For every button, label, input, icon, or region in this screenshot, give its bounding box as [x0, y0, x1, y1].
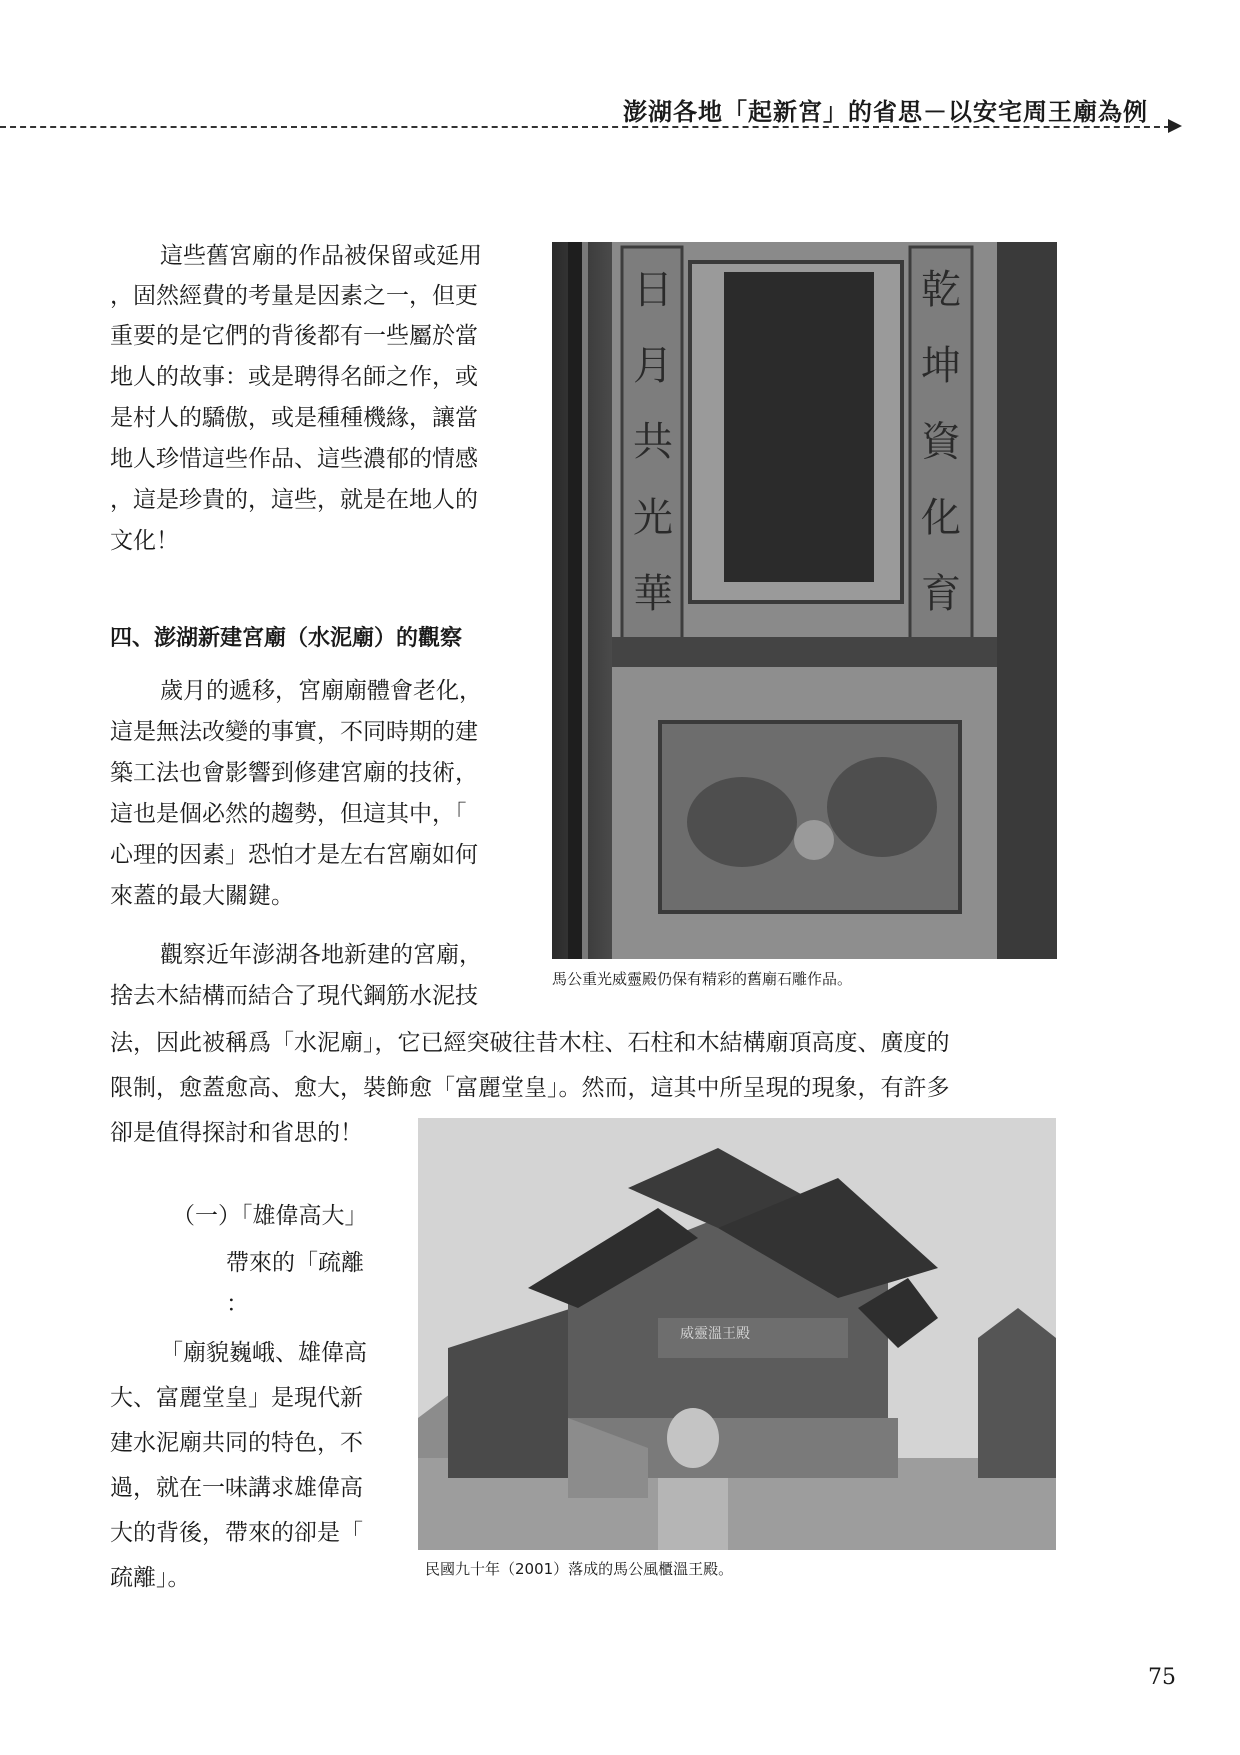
- text-line: 觀察近年澎湖各地新建的宮廟，: [160, 942, 482, 968]
- text-line: 法，因此被稱爲「水泥廟」，它已經突破往昔木柱、石柱和木結構廟頂高度、廣度的: [110, 1030, 950, 1056]
- couplet-char: 華: [633, 571, 673, 617]
- text-line: 「廟貌巍峨、雄偉高: [160, 1340, 367, 1366]
- text-line: ，這是珍貴的，這些，就是在地人的: [110, 487, 478, 513]
- text-line: 文化！: [110, 528, 179, 554]
- couplet-char: 坤: [921, 343, 961, 389]
- text-line: 疏離」。: [110, 1565, 191, 1591]
- text-line: 捨去木結構而結合了現代鋼筋水泥技: [110, 983, 478, 1009]
- pillar-couplet-left: [624, 252, 682, 632]
- section-heading: 四、澎湖新建宮廟（水泥廟）的觀察: [110, 626, 463, 651]
- subsection-title-line: 帶來的「疏離: [226, 1250, 364, 1276]
- temple-photo: [418, 1118, 1056, 1550]
- text-line: 重要的是它們的背後都有一些屬於當: [110, 323, 478, 349]
- page-number: 75: [1148, 1665, 1176, 1690]
- text-line: 這是無法改變的事實，不同時期的建: [110, 719, 478, 745]
- subsection-title-line: （一）「雄偉高大」: [172, 1203, 368, 1229]
- couplet-char: 乾: [921, 267, 961, 313]
- photo2-caption: 民國九十年（2001）落成的馬公風櫃溫王殿。: [425, 1560, 734, 1578]
- temple-plaque: 威靈溫王殿: [680, 1326, 750, 1342]
- text-line: 這些舊宮廟的作品被保留或延用: [160, 243, 482, 269]
- couplet-char: 月: [633, 343, 673, 389]
- running-header-title: 澎湖各地「起新宮」的省思－以安宅周王廟為例: [623, 98, 1148, 126]
- text-line: 建水泥廟共同的特色，不: [110, 1430, 363, 1456]
- text-line: 地人的故事：或是聘得名師之作，或: [110, 364, 478, 390]
- text-line: 過，就在一味講求雄偉高: [110, 1475, 363, 1501]
- couplet-char: 資: [921, 419, 961, 465]
- text-line: 歲月的遞移，宮廟廟體會老化，: [160, 678, 482, 704]
- stone-carving-photo: [552, 242, 1057, 959]
- couplet-char: 光: [633, 495, 673, 541]
- text-line: 地人珍惜這些作品、這些濃郁的情感: [110, 446, 478, 472]
- couplet-char: 日: [633, 267, 673, 313]
- header-dashed-rule: [0, 126, 1170, 128]
- text-line: 築工法也會影響到修建宮廟的技術，: [110, 760, 478, 786]
- header-arrow-icon: [1168, 119, 1182, 133]
- text-line: 大、富麗堂皇」是現代新: [110, 1385, 363, 1411]
- couplet-char: 化: [921, 495, 961, 541]
- text-line: 這也是個必然的趨勢，但這其中，「: [110, 801, 467, 827]
- text-line: 來蓋的最大關鍵。: [110, 883, 294, 909]
- text-line: 卻是值得探討和省思的！: [110, 1120, 363, 1146]
- pillar-couplet-right: [912, 252, 970, 632]
- photo1-caption: 馬公重光威靈殿仍保有精彩的舊廟石雕作品。: [552, 970, 853, 988]
- text-line: 大的背後，帶來的卻是「: [110, 1520, 363, 1546]
- text-line: 心理的因素」恐怕才是左右宮廟如何: [110, 842, 478, 868]
- text-line: 限制，愈蓋愈高、愈大，裝飾愈「富麗堂皇」。然而，這其中所呈現的現象，有許多: [110, 1075, 950, 1101]
- text-line: 是村人的驕傲，或是種種機緣，讓當: [110, 405, 478, 431]
- text-line: ，固然經費的考量是因素之一，但更: [110, 283, 478, 309]
- subsection-title-line: ：: [226, 1291, 249, 1317]
- couplet-char: 共: [633, 419, 673, 465]
- couplet-char: 育: [921, 571, 961, 617]
